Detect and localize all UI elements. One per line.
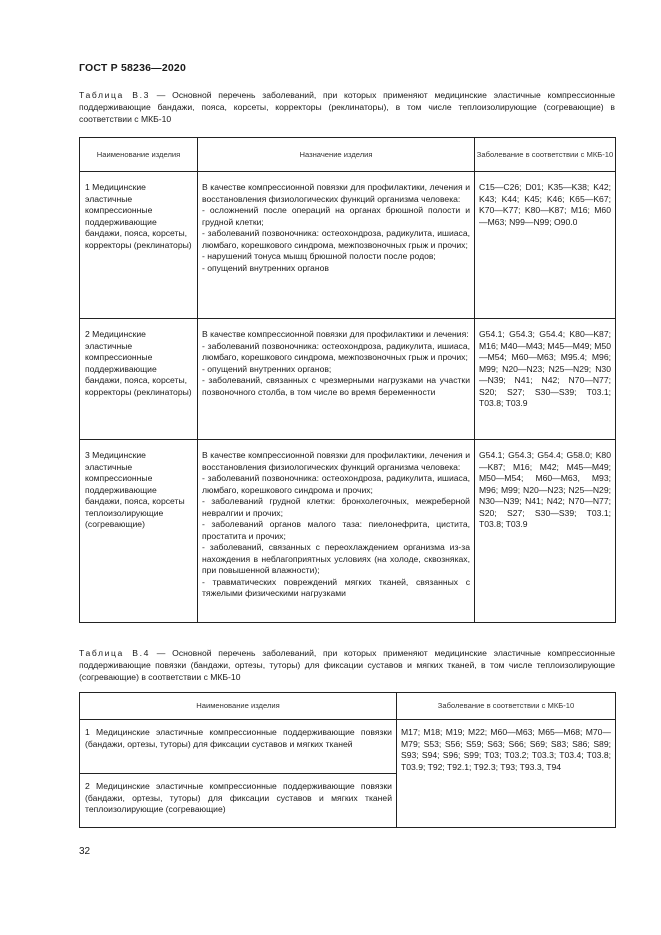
column-header-codes: Заболевание в соответствии с МКБ-10	[397, 693, 616, 720]
table-row	[80, 172, 616, 319]
icd-codes-cell: G54.1; G54.3; G54.4; G58.0; K80—K87; M16; M42; M45—M49; M50—M54; M60—M63, M93; M96; M99; N20—N23; N25—N29; N30—N39; N41; N42; N70—N77; S20; S27; S30—S39; T03.1; T03.8; T03.9	[475, 440, 616, 623]
table-b4-caption-text: — Основной перечень заболеваний, при которых применяют медицинские эластичные компрессионные поддерживающие повязки (бандажи, ортезы, туторы) для фиксации суставов и мягких тканей, в том числе теплоизолирующие (согревающие) в соответствии с МКБ-10	[79, 648, 615, 682]
purpose-line: - заболеваний, связанных с чрезмерными нагрузками на участки позвоночного столба, в том числе во время беременности	[202, 375, 470, 397]
document-standard-header: ГОСТ Р 58236—2020	[79, 62, 187, 74]
purpose-line: - заболеваний позвоночника: остеохондроза, радикулита, ишиаса, люмбаго, корешкового синдрома, межпозвоночных грыж и прочих;	[202, 228, 470, 250]
product-name-cell: 1 Медицинские эластичные компрессионные поддерживающие повязки (бандажи, ортезы, туторы) для фиксации суставов и мягких тканей	[80, 720, 397, 774]
purpose-cell	[198, 319, 475, 440]
table-b4-caption	[79, 648, 615, 683]
purpose-cell	[198, 172, 475, 319]
product-name-cell: 2 Медицинские эластичные компрессионные поддерживающие повязки (бандажи, ортезы, туторы) для фиксации суставов и мягких тканей теплоизолирующие (согревающие)	[80, 774, 397, 828]
product-name-cell: 1 Медицинские эластичные компрессионные поддерживающие бандажи, пояса, корсеты, корректоры (реклинаторы)	[80, 172, 198, 319]
purpose-line: В качестве компрессионной повязки для профилактики, лечения и восстановления физиологических функций организма человека:	[202, 450, 470, 472]
product-name-cell: 2 Медицинские эластичные компрессионные поддерживающие бандажи, пояса, корсеты, корректоры (реклинаторы)	[80, 319, 198, 440]
purpose-line: - травматических повреждений мягких тканей, связанных с тяжелыми физическими нагрузками	[202, 576, 470, 598]
table-row	[80, 440, 616, 623]
table-b4-caption-label: Таблица В.4	[79, 648, 150, 658]
purpose-line: - опущений внутренних органов;	[202, 363, 332, 374]
purpose-line: - заболеваний грудной клетки: бронхолегочных, межреберной невралгии и прочих;	[202, 496, 470, 518]
purpose-line: - опущений внутренних органов	[202, 262, 329, 273]
icd-codes-cell: C15—C26; D01; K35—K38; K42; K43; K44; K45; K46; K65—K67; K70—K77; K80—K87; M16; M60—M63; N99—N99; O90.0	[475, 172, 616, 319]
table-row	[80, 720, 616, 774]
table-b3	[79, 137, 616, 623]
table-header-row	[80, 693, 616, 720]
table-row	[80, 319, 616, 440]
column-header-name: Наименование изделия	[80, 693, 397, 720]
purpose-line: - нарушений тонуса мышц брюшной полости после родов;	[202, 251, 436, 261]
purpose-line: В качестве компрессионной повязки для профилактики и лечения:	[202, 329, 469, 339]
icd-codes-cell: G54.1; G54.3; G54.4; K80—K87; M16; M40—M43; M45—M49; M50—M54; M60—M63; M95.4; M96; M99; N20—N23; N25—N29; N30—N39; N41; N42; N70—N77; S20; S27; S30—S39; T03.1; T03.8; T03.9	[475, 319, 616, 440]
purpose-line: - осложнений после операций на органах брюшной полости и грудной клетки;	[202, 205, 470, 227]
purpose-line: В качестве компрессионной повязки для профилактики, лечения и восстановления физиологических функций организма человека:	[202, 182, 470, 204]
column-header-codes: Заболевание в соответствии с МКБ-10	[475, 138, 616, 172]
purpose-cell	[198, 440, 475, 623]
table-b3-caption	[79, 90, 615, 125]
table-b4	[79, 692, 616, 828]
purpose-line: - заболеваний органов малого таза: пиелонефрита, цистита, простатита и прочих;	[202, 519, 470, 541]
purpose-line: - заболеваний позвоночника: остеохондроза, радикулита, ишиаса, люмбаго, корешкового синдрома и прочих;	[202, 473, 470, 495]
table-b3-caption-text: — Основной перечень заболеваний, при которых применяют медицинские эластичные компрессионные поддерживающие бандажи, пояса, корсеты, корректоры (реклинаторы), в том числе теплоизолирующие (согревающие) в соответствии с МКБ-10	[79, 90, 615, 124]
column-header-purpose: Назначение изделия	[198, 138, 475, 172]
product-name-cell: 3 Медицинские эластичные компрессионные поддерживающие бандажи, пояса, корсеты теплоизолирующие (согревающие)	[80, 440, 198, 623]
purpose-line: - заболеваний позвоночника: остеохондроза, радикулита, ишиаса, люмбаго, корешкового синдрома, межпозвоночных грыж и прочих;	[202, 340, 470, 362]
table-b3-caption-label: Таблица В.3	[79, 90, 150, 100]
column-header-name: Наименование изделия	[80, 138, 198, 172]
page-number: 32	[79, 846, 91, 857]
purpose-line: - заболеваний, связанных с переохлаждением организма из-за нахождения в неблагоприятных условиях (на холоде, сквозняках, при повышенной влажности);	[202, 542, 470, 575]
table-header-row	[80, 138, 616, 172]
icd-codes-cell: M17; M18; M19; M22; M60—M63; M65—M68; M70—M79; S53; S56; S59; S63; S66; S69; S83; S86; S89; S93; S94; S96; S99; T03; T03.2; T03.3; T03.4; T03.8; T03.9; T92; T92.1; T92.3; T93; T93.3, T94	[397, 720, 616, 828]
